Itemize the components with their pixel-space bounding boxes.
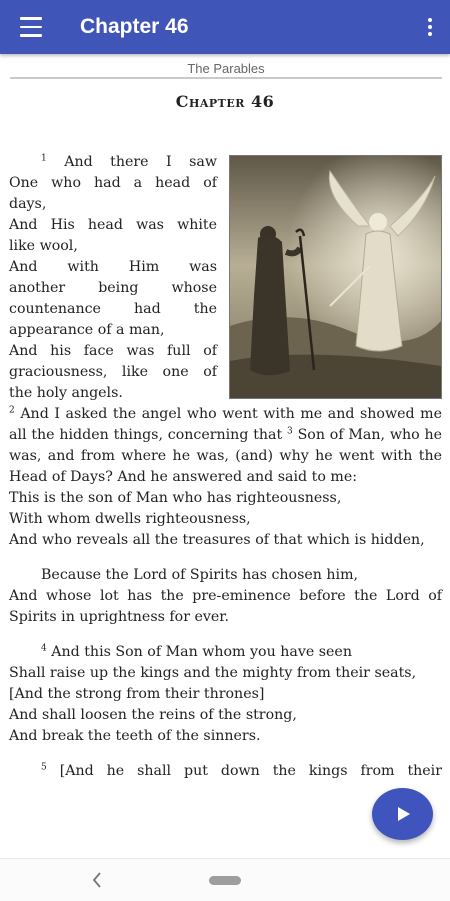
verse-number: 4 [41, 643, 47, 654]
app-title: Chapter 46 [80, 15, 189, 38]
content-fade [0, 848, 450, 858]
verse-4-line: And shall loosen the reins of the strong, [9, 707, 297, 723]
verse-1-line: graciousness, like one of [9, 364, 217, 380]
stanza-line: And whose lot has the pre-eminence before the Lord of Spirits in uprightness for ever. [9, 588, 442, 625]
verse-1-line: the holy angels. [9, 385, 123, 401]
verse-1-line: appearance of a man, [9, 322, 165, 338]
verse-4-line: $^4$ And this Son of Man whom you have seen [41, 643, 352, 660]
verse-number: 1 [41, 153, 47, 164]
verse-1-line: days, [9, 196, 47, 212]
play-button[interactable] [372, 788, 433, 840]
more-options-icon[interactable] [410, 0, 450, 54]
chapter-content [9, 152, 442, 782]
verse-5-line: $^5$ [And he shall put down the kings from their [41, 762, 443, 779]
verse-number: 5 [41, 762, 47, 773]
verse-2-line: This is the son of Man who has righteousness, [9, 490, 342, 506]
verse-1-line: One who had a head of [9, 175, 217, 191]
verse-1-line: And with Him was [9, 259, 217, 275]
back-icon[interactable] [86, 869, 108, 891]
app-bar [0, 0, 450, 54]
chapter-heading: Chapter 46 [175, 92, 275, 111]
verse-2-line: And who reveals all the treasures of that which is hidden, [9, 532, 425, 548]
verse-2-paragraph: $^2$ And I asked the angel who went with me and showed me all the hidden things, concerning that $^3$ Son of Man, who he was, and from where he was, (and) why he went with the Head of Days? And he answered and said to me: [9, 405, 442, 485]
verse-1-line: another being whose [9, 280, 217, 296]
play-icon [394, 805, 412, 823]
verse-1-line: $^1$ And there I saw [41, 153, 217, 170]
running-head: The Parables [10, 61, 442, 79]
verse-1-line: And his face was full of [9, 343, 217, 359]
verse-4-line: Shall raise up the kings and the mighty from their seats, [9, 665, 417, 681]
verse-4-line: And break the teeth of the sinners. [9, 728, 261, 744]
verse-1-line: like wool, [9, 238, 78, 254]
verse-1-line: And His head was white [9, 217, 217, 233]
verse-number: 3 [287, 426, 293, 437]
angel-illustration [229, 155, 442, 399]
menu-icon[interactable] [4, 0, 58, 54]
stanza-line: Because the Lord of Spirits has chosen him, [41, 567, 359, 583]
home-pill[interactable] [209, 876, 241, 885]
system-nav-bar [0, 858, 450, 901]
verse-number: 2 [9, 405, 15, 416]
verse-1-line: countenance had the [9, 301, 217, 317]
verse-2-line: With whom dwells righteousness, [9, 511, 251, 527]
verse-4-line: [And the strong from their thrones] [9, 686, 265, 702]
